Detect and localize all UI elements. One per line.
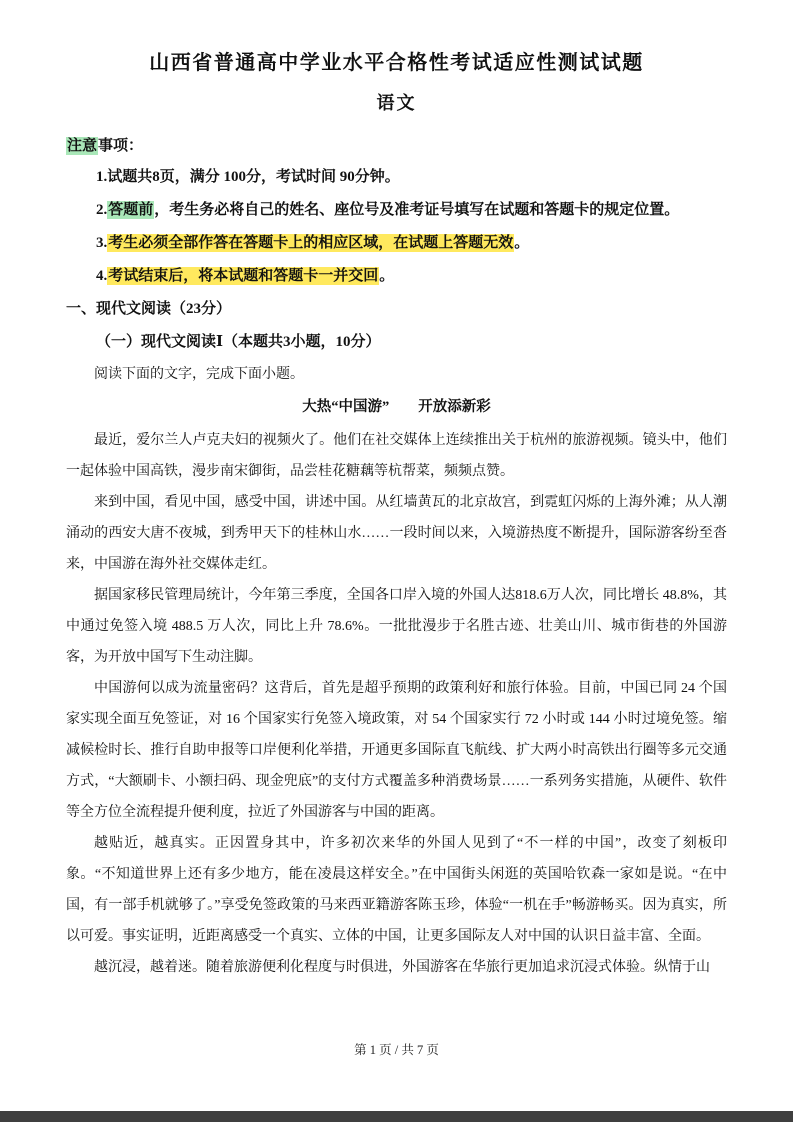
article-title: 大热“中国游” 开放添新彩 (302, 399, 491, 415)
notice-item-1 (66, 161, 727, 194)
exam-subject: 语文 (376, 93, 417, 113)
notice-item-3 (66, 227, 727, 260)
article-paragraph-2: 来到中国，看见中国，感受中国，讲述中国。从红墙黄瓦的北京故宫，到霓虹闪烁的上海外滩；从人潮涌动的西安大唐不夜城，到秀甲天下的桂林山水……一段时间以来，入境游热度不断提升，国际游客纷至沓来，中国游在海外社交媒体走红。 (66, 495, 727, 572)
article-paragraph-1: 最近，爱尔兰人卢克夫妇的视频火了。他们在社交媒体上连续推出关于杭州的旅游视频。镜头中，他们一起体验中国高铁，漫步南宋御街，品尝桂花糖藕等杭帮菜，频频点赞。 (66, 433, 727, 479)
notice-item-4-highlight: 考试结束后，将本试题和答题卡一并交回 (108, 268, 379, 284)
reading-instruction: 阅读下面的文字，完成下面小题。 (94, 367, 304, 382)
notice-item-3-highlight: 考生必须全部作答在答题卡上的相应区域，在试题上答题无效 (108, 235, 514, 251)
page-number-footer: 第 1 页 / 共 7 页 (354, 1043, 439, 1057)
notice-item-2 (66, 194, 727, 227)
notice-item-3-post: 。 (514, 235, 530, 251)
exam-title: 山西省普通高中学业水平合格性考试适应性测试试题 (149, 52, 644, 74)
notice-item-2-post: ，考生务必将自己的姓名、座位号及准考证号填写在试题和答题卡的规定位置。 (154, 202, 680, 218)
notice-item-2-pre: 2. (96, 202, 108, 218)
notice-item-4-post: 。 (379, 268, 395, 284)
notices-heading-rest: 事项： (98, 138, 144, 154)
notice-item-4 (66, 260, 727, 293)
notice-item-3-pre: 3. (96, 235, 108, 251)
section-heading-part-one: 一、现代文阅读（23分） (66, 301, 232, 317)
article-paragraph-5: 越贴近，越真实。正因置身其中，许多初次来华的外国人见到了“不一样的中国”，改变了刻板印象。“不知道世界上还有多少地方，能在凌晨这样安全。”在中国街头闲逛的英国哈钦森一家如是说。“在中国，有一部手机就够了。”享受免签政策的马来西亚籍游客陈玉珍，体验“一机在手”畅游畅买。因为真实，所以可爱。事实证明，近距离感受一个真实、立体的中国，让更多国际友人对中国的认识日益丰富、全面。 (66, 836, 727, 944)
article-paragraph-3: 据国家移民管理局统计，今年第三季度，全国各口岸入境的外国人达818.6万人次，同比增长 48.8%，其中通过免签入境 488.5 万人次，同比上升 78.6%。一批批漫步于名胜古迹、壮美山川、城市街巷的外国游客，为开放中国写下生动注脚。 (66, 588, 727, 665)
notice-item-2-highlight: 答题前 (108, 202, 154, 218)
notices-heading-highlight: 注意 (67, 138, 98, 154)
section-subheading-reading-one: （一）现代文阅读Ⅰ（本题共3小题，10分） (96, 334, 381, 350)
notice-item-1-text: 1.试题共8页，满分 100分，考试时间 90分钟。 (96, 169, 400, 185)
article-paragraph-4: 中国游何以成为流量密码？这背后，首先是超乎预期的政策利好和旅行体验。目前，中国已同 24 个国家实现全面互免签证，对 16 个国家实行免签入境政策，对 54 个国家实行 72 小时或 144 小时过境免签。缩减候检时长、推行自助申报等口岸便利化举措，开通更多国际直飞航线、扩大两小时高铁出行圈等多元交通方式，“大额刷卡、小额扫码、现金兜底”的支付方式覆盖多种消费场景……一系列务实措施，从硬件、软件等全方位全流程提升便利度，拉近了外国游客与中国的距离。 (66, 681, 727, 820)
article-paragraph-6: 越沉浸，越着迷。随着旅游便利化程度与时俱进，外国游客在华旅行更加追求沉浸式体验。纵情于山 (94, 960, 710, 975)
notice-item-4-pre: 4. (96, 268, 108, 284)
scan-bottom-edge (0, 1111, 793, 1122)
notices-heading (66, 131, 727, 161)
